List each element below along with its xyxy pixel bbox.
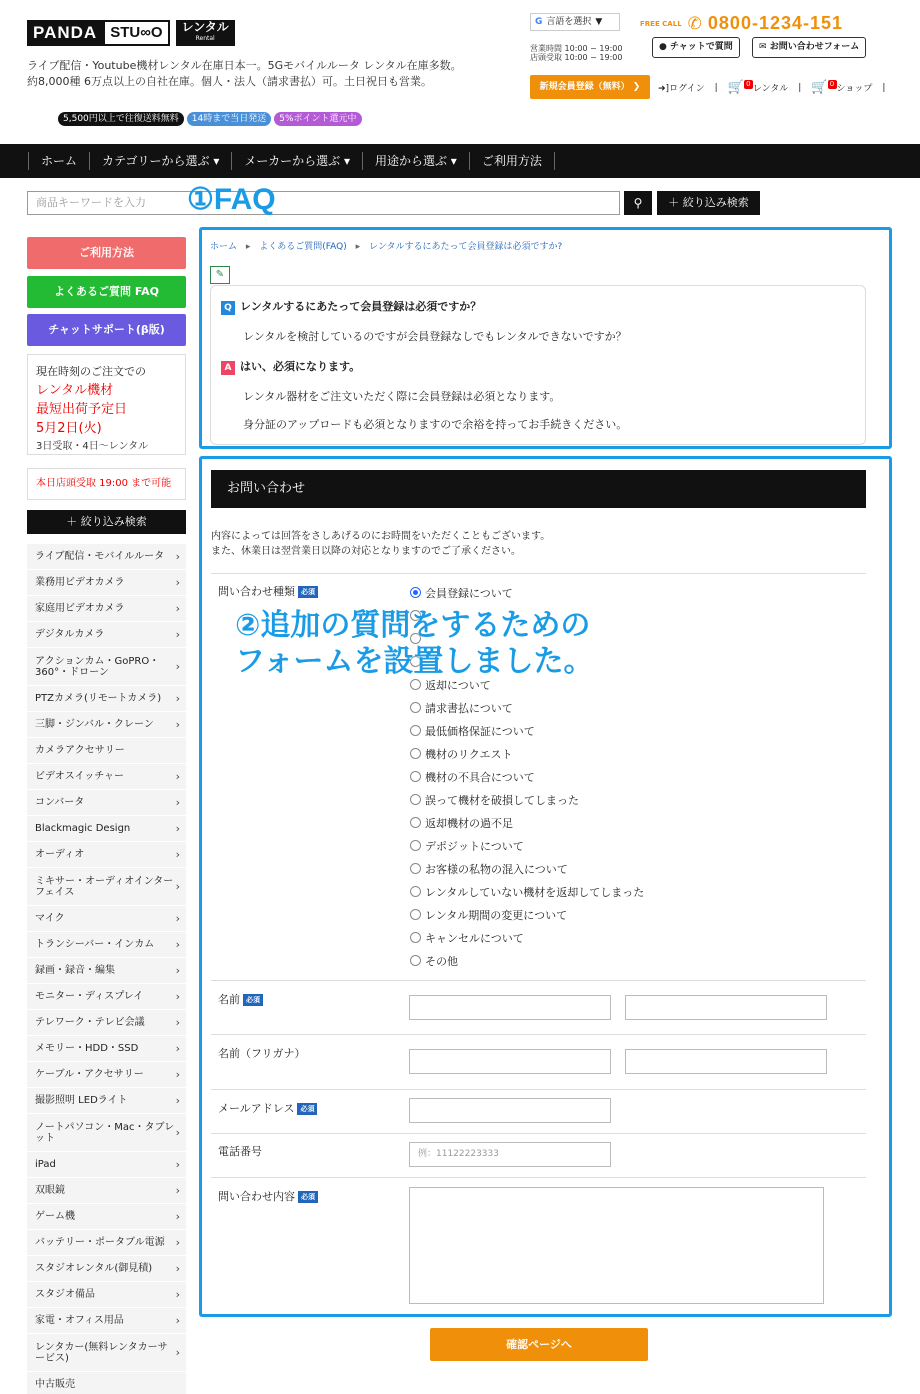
faq-question: Q レンタルするにあたって会員登録は必須ですか？	[221, 298, 481, 315]
confirm-button[interactable]: 確認ページへ	[430, 1328, 648, 1361]
radio-button[interactable]	[410, 840, 421, 851]
category-label: マイク	[35, 913, 65, 924]
option-label: 誤って機材を破損してしまった	[425, 793, 579, 807]
category-label: メモリー・HDD・SSD	[35, 1043, 139, 1054]
category-label: ノートパソコン・Mac・タブレット	[35, 1121, 175, 1144]
category-label: 録画・録音・編集	[35, 965, 115, 976]
category-label: 家電・オフィス用品	[35, 1315, 124, 1326]
option-label: 返却機材の過不足	[425, 816, 513, 830]
kana-label: 名前（フリガナ）	[218, 1047, 306, 1060]
category-label: 家庭用ビデオカメラ	[35, 603, 125, 614]
nav-item[interactable]: カテゴリーから選ぶ ▾	[89, 152, 231, 170]
content-label: 問い合わせ内容 必須	[218, 1188, 318, 1204]
chevron-right-icon: ›	[175, 1262, 180, 1275]
chevron-right-icon: ›	[175, 1016, 180, 1029]
sidebar-category-item[interactable]	[27, 1010, 186, 1036]
chevron-right-icon: ›	[175, 660, 180, 673]
inquiry-type-option[interactable]	[410, 880, 644, 903]
sidebar-category-item[interactable]	[27, 686, 186, 712]
logo-rental: レンタル Rental	[176, 20, 235, 46]
logo-studio: STU∞O	[103, 20, 169, 46]
category-list	[27, 544, 186, 1394]
category-label: スタジオレンタル(御見積)	[35, 1263, 153, 1274]
sidebar-category-item[interactable]	[27, 1334, 186, 1372]
category-label: オーディオ	[35, 849, 85, 860]
radio-button[interactable]	[410, 863, 421, 874]
sidebar-category-item[interactable]	[27, 1062, 186, 1088]
radio-button[interactable]	[410, 702, 421, 713]
chevron-right-icon: ›	[175, 822, 180, 835]
chevron-right-icon: ›	[175, 1158, 180, 1171]
phone-number[interactable]: 0800-1234-151	[707, 13, 844, 33]
radio-button[interactable]	[410, 886, 421, 897]
search-icon: ⚲	[633, 196, 643, 210]
phone-icon: ✆	[687, 13, 702, 34]
email-field[interactable]	[409, 1098, 611, 1123]
option-label: レンタル期間の変更について	[425, 908, 568, 922]
option-label: デポジットについて	[425, 839, 524, 853]
divider	[211, 1133, 866, 1134]
sidebar-category-item[interactable]	[27, 868, 186, 906]
last-name-kana-input[interactable]	[409, 1049, 611, 1074]
category-label: 業務用ビデオカメラ	[35, 577, 125, 588]
radio-button[interactable]	[410, 748, 421, 759]
chevron-down-icon: ▼	[595, 17, 603, 27]
chevron-right-icon: ›	[175, 692, 180, 705]
sidebar-category-item[interactable]	[27, 764, 186, 790]
chevron-right-icon: ›	[175, 718, 180, 731]
chat-question-button[interactable]: ● チャットで質問	[652, 37, 740, 58]
sidebar-category-item[interactable]	[27, 648, 186, 686]
faq-question-detail: レンタルを検討しているのですが会員登録なしでもレンタルできないですか？	[243, 330, 627, 343]
site-description: ライブ配信・Youtube機材レンタル在庫日本一。5Gモバイルルータ レンタル在庫多数。約8,000種 6万点以上の自社在庫。個人・法人（請求書払）可。土日祝日も営業。	[27, 59, 462, 88]
language-label: 言語を選択	[546, 17, 592, 27]
cart-icon: 🛒	[727, 80, 744, 95]
divider	[211, 573, 866, 574]
category-label: ミキサー・オーディオインターフェイス	[35, 875, 174, 898]
radio-button[interactable]	[410, 679, 421, 690]
sidebar-category-item[interactable]	[27, 984, 186, 1010]
radio-button[interactable]	[410, 587, 421, 598]
phone-label: 電話番号	[218, 1145, 262, 1158]
search-button[interactable]	[624, 191, 652, 215]
form-intro: 内容によっては回答をさしあげるのにお時間をいただくこともございます。 また、休業日は翌営業日以降の対応となりますのでご了承ください。	[211, 531, 551, 557]
category-label: 三脚・ジンバル・クレーン	[35, 719, 154, 730]
category-label: デジタルカメラ	[35, 629, 105, 640]
option-label: 返却について	[425, 678, 491, 692]
inquiry-type-option[interactable]	[410, 857, 644, 880]
sidebar-category-item[interactable]	[27, 790, 186, 816]
inquiry-type-option[interactable]	[410, 719, 644, 742]
sidebar-category-item[interactable]	[27, 816, 186, 842]
nav-item[interactable]: 用途から選ぶ ▾	[362, 152, 469, 170]
last-name-input[interactable]	[409, 995, 611, 1020]
category-label: モニター・ディスプレイ	[35, 991, 144, 1002]
breadcrumb-current: レンタルするにあたって会員登録は必須ですか?	[369, 242, 563, 252]
first-name-kana-input[interactable]	[625, 1049, 827, 1074]
option-label: レンタルしていない機材を返却してしまった	[425, 885, 645, 899]
email-label: メールアドレス 必須	[218, 1100, 317, 1116]
main-nav	[0, 144, 920, 178]
sidebar-category-item[interactable]	[27, 596, 186, 622]
rental-cart-link[interactable]: 🛒 0 レンタル	[727, 80, 789, 95]
language-selector[interactable]	[530, 13, 620, 31]
category-label: 撮影照明 LEDライト	[35, 1095, 128, 1106]
site-logo[interactable]	[27, 20, 235, 46]
category-label: トランシーバー・インカム	[35, 939, 155, 950]
promo-badges	[58, 112, 362, 126]
login-link[interactable]: ➜]ログイン	[658, 84, 705, 94]
shop-cart-link[interactable]: 🛒 0 ショップ	[811, 80, 873, 95]
google-icon: G	[535, 17, 543, 27]
inquiry-type-option[interactable]	[410, 926, 644, 949]
inquiry-type-option[interactable]	[410, 788, 644, 811]
inquiry-type-option[interactable]	[410, 696, 644, 719]
chevron-right-icon: ›	[175, 1210, 180, 1223]
shipping-info: 現在時刻のご注文での レンタル機材 最短出荷予定日 5月2日(火) 3日受取・4日〜レンタル	[27, 354, 186, 455]
faq-answer-line: 身分証のアップロードも必須となりますので余裕を持ってお手続きください。	[243, 418, 628, 431]
header-links: ➜]ログイン | 🛒 0 レンタル | 🛒 0 ショップ |	[658, 80, 886, 95]
sidebar-chat-button[interactable]: チャットサポート(β版)	[27, 314, 186, 346]
chevron-right-icon: ›	[175, 964, 180, 977]
category-label: バッテリー・ポータブル電源	[35, 1237, 165, 1248]
sidebar-category-item[interactable]	[27, 1372, 186, 1394]
contact-form-button[interactable]: ✉ お問い合わせフォーム	[752, 37, 866, 58]
chevron-right-icon: ›	[175, 880, 180, 893]
category-label: テレワーク・テレビ会議	[35, 1017, 145, 1028]
chevron-right-icon: ›	[175, 576, 180, 589]
sidebar-category-item[interactable]	[27, 1036, 186, 1062]
annotation-form: ②追加の質問をするための フォームを設置しました。	[235, 608, 594, 679]
category-label: 中古販売	[35, 1379, 75, 1390]
chevron-right-icon: ›	[175, 1236, 180, 1249]
sidebar-category-item[interactable]	[27, 1152, 186, 1178]
promo-badge: 14時まで当日発送	[187, 112, 271, 126]
first-name-input[interactable]	[625, 995, 827, 1020]
category-label: コンバータ	[35, 797, 85, 808]
radio-button[interactable]	[410, 817, 421, 828]
nav-item[interactable]: メーカーから選ぶ ▾	[231, 152, 362, 170]
promo-badge: 5%ポイント還元中	[274, 112, 361, 126]
category-label: アクションカム・GoPRO・360°・ドローン	[35, 655, 160, 678]
name-label: 名前 必須	[218, 991, 263, 1007]
faq-answer: A はい、必須になります。	[221, 358, 360, 375]
chevron-right-icon: ›	[175, 1314, 180, 1327]
chevron-right-icon: ›	[175, 602, 180, 615]
chevron-right-icon: ›	[175, 1094, 180, 1107]
chat-icon: ●	[659, 42, 667, 52]
sidebar-category-item[interactable]	[27, 570, 186, 596]
nav-item[interactable]: ホーム	[28, 152, 89, 170]
freecall[interactable]	[640, 13, 843, 34]
faq-answer-line: レンタル器材をご注文いただく際に会員登録は必須となります。	[243, 390, 561, 403]
radio-button[interactable]	[410, 932, 421, 943]
sidebar-category-item[interactable]	[27, 712, 186, 738]
register-button[interactable]: 新規会員登録（無料） ❯	[530, 75, 650, 99]
category-label: ケーブル・アクセサリー	[35, 1069, 144, 1080]
category-label: ゲーム機	[35, 1211, 75, 1222]
chevron-right-icon: ›	[175, 912, 180, 925]
inquiry-type-option[interactable]	[410, 903, 644, 926]
nav-item[interactable]: ご利用方法	[469, 152, 555, 170]
category-label: カメラアクセサリー	[35, 745, 125, 756]
sidebar-category-item[interactable]	[27, 1230, 186, 1256]
chevron-right-icon: ›	[175, 550, 180, 563]
sidebar-category-item[interactable]	[27, 1114, 186, 1152]
radio-button[interactable]	[410, 955, 421, 966]
sidebar-category-item[interactable]	[27, 738, 186, 764]
edit-icon[interactable]: ✎	[210, 266, 230, 284]
chevron-right-icon: ›	[175, 628, 180, 641]
inquiry-type-option[interactable]	[410, 811, 644, 834]
sidebar-category-item[interactable]	[27, 906, 186, 932]
option-label: 会員登録について	[425, 586, 513, 600]
option-label: キャンセルについて	[425, 931, 524, 945]
logo-panda: PANDA	[27, 20, 103, 46]
chevron-right-icon: ›	[175, 990, 180, 1003]
login-icon: ➜]	[658, 84, 670, 94]
sidebar-category-item[interactable]	[27, 1282, 186, 1308]
breadcrumb-home[interactable]: ホーム	[210, 242, 238, 252]
chevron-right-icon: ›	[175, 938, 180, 951]
divider	[211, 1177, 866, 1178]
radio-button[interactable]	[410, 771, 421, 782]
business-hours: 営業時間 10:00 ~ 19:00 店頭受取 10:00 ~ 19:00	[530, 44, 623, 62]
chevron-right-icon: ›	[175, 1126, 180, 1139]
inquiry-type-label: 問い合わせ種類 必須	[218, 583, 318, 599]
sidebar-category-item[interactable]	[27, 1204, 186, 1230]
category-label: PTZカメラ(リモートカメラ)	[35, 693, 162, 704]
category-label: レンタカー(無料レンタカーサービス)	[35, 1341, 168, 1364]
sidebar-category-item[interactable]	[27, 544, 186, 570]
sidebar-filter-button[interactable]: ＋ 絞り込み検索	[27, 510, 186, 534]
category-label: iPad	[35, 1159, 56, 1170]
category-label: スタジオ備品	[35, 1289, 95, 1300]
chevron-right-icon: ›	[175, 1068, 180, 1081]
search-input[interactable]: 商品キーワードを入力	[27, 191, 620, 215]
sidebar-category-item[interactable]	[27, 622, 186, 648]
sidebar-usage-button[interactable]: ご利用方法	[27, 237, 186, 269]
annotation-faq: ①FAQ	[187, 183, 276, 216]
phone-field[interactable]: 例：11122223333	[409, 1142, 611, 1167]
category-label: Blackmagic Design	[35, 823, 131, 834]
inquiry-type-option[interactable]	[410, 581, 644, 604]
option-label: 請求書払について	[425, 701, 513, 715]
divider	[211, 1034, 866, 1035]
inquiry-type-option[interactable]	[410, 742, 644, 765]
divider	[211, 980, 866, 981]
option-label: その他	[425, 954, 458, 968]
radio-button[interactable]	[410, 909, 421, 920]
sidebar-category-item[interactable]	[27, 932, 186, 958]
breadcrumb-faq[interactable]: よくあるご質問(FAQ)	[259, 242, 347, 252]
chevron-right-icon: ›	[175, 1184, 180, 1197]
content-textarea[interactable]	[409, 1187, 824, 1304]
inquiry-type-option[interactable]	[410, 765, 644, 788]
chevron-right-icon: ›	[175, 770, 180, 783]
inquiry-type-option[interactable]	[410, 949, 644, 972]
category-label: ビデオスイッチャー	[35, 771, 124, 782]
radio-button[interactable]	[410, 794, 421, 805]
promo-badge: 5,500円以上で往復送料無料	[58, 112, 184, 126]
divider	[211, 1089, 866, 1090]
option-label: 最低価格保証について	[425, 724, 535, 738]
chevron-right-icon: ›	[175, 848, 180, 861]
mail-icon: ✉	[759, 42, 767, 52]
option-label: お客様の私物の混入について	[425, 862, 568, 876]
form-title: お問い合わせ	[211, 470, 866, 508]
freecall-label: FREE CALL	[640, 19, 682, 28]
sidebar-category-item[interactable]	[27, 1178, 186, 1204]
sidebar-category-item[interactable]	[27, 842, 186, 868]
category-label: 双眼鏡	[35, 1185, 65, 1196]
sidebar-faq-button[interactable]: よくあるご質問 FAQ	[27, 276, 186, 308]
sidebar-category-item[interactable]	[27, 1088, 186, 1114]
radio-button[interactable]	[410, 725, 421, 736]
cart-icon: 🛒	[811, 80, 828, 95]
sidebar-category-item[interactable]	[27, 958, 186, 984]
sidebar-category-item[interactable]	[27, 1308, 186, 1334]
inquiry-type-option[interactable]	[410, 834, 644, 857]
breadcrumb: ホーム ▸ よくあるご質問(FAQ) ▸ レンタルするにあたって会員登録は必須ですか?	[210, 242, 563, 252]
chevron-right-icon: ›	[175, 1346, 180, 1359]
option-label: 機材の不具合について	[425, 770, 535, 784]
chevron-right-icon: ›	[175, 796, 180, 809]
option-label: 機材のリクエスト	[425, 747, 513, 761]
sidebar-category-item[interactable]	[27, 1256, 186, 1282]
store-pickup-info: 本日店頭受取 19:00 まで可能	[27, 468, 186, 500]
filter-search-button[interactable]: ＋ 絞り込み検索	[657, 191, 760, 215]
chevron-right-icon: ›	[175, 1042, 180, 1055]
chevron-right-icon: ›	[175, 1288, 180, 1301]
category-label: ライブ配信・モバイルルータ	[35, 551, 165, 562]
